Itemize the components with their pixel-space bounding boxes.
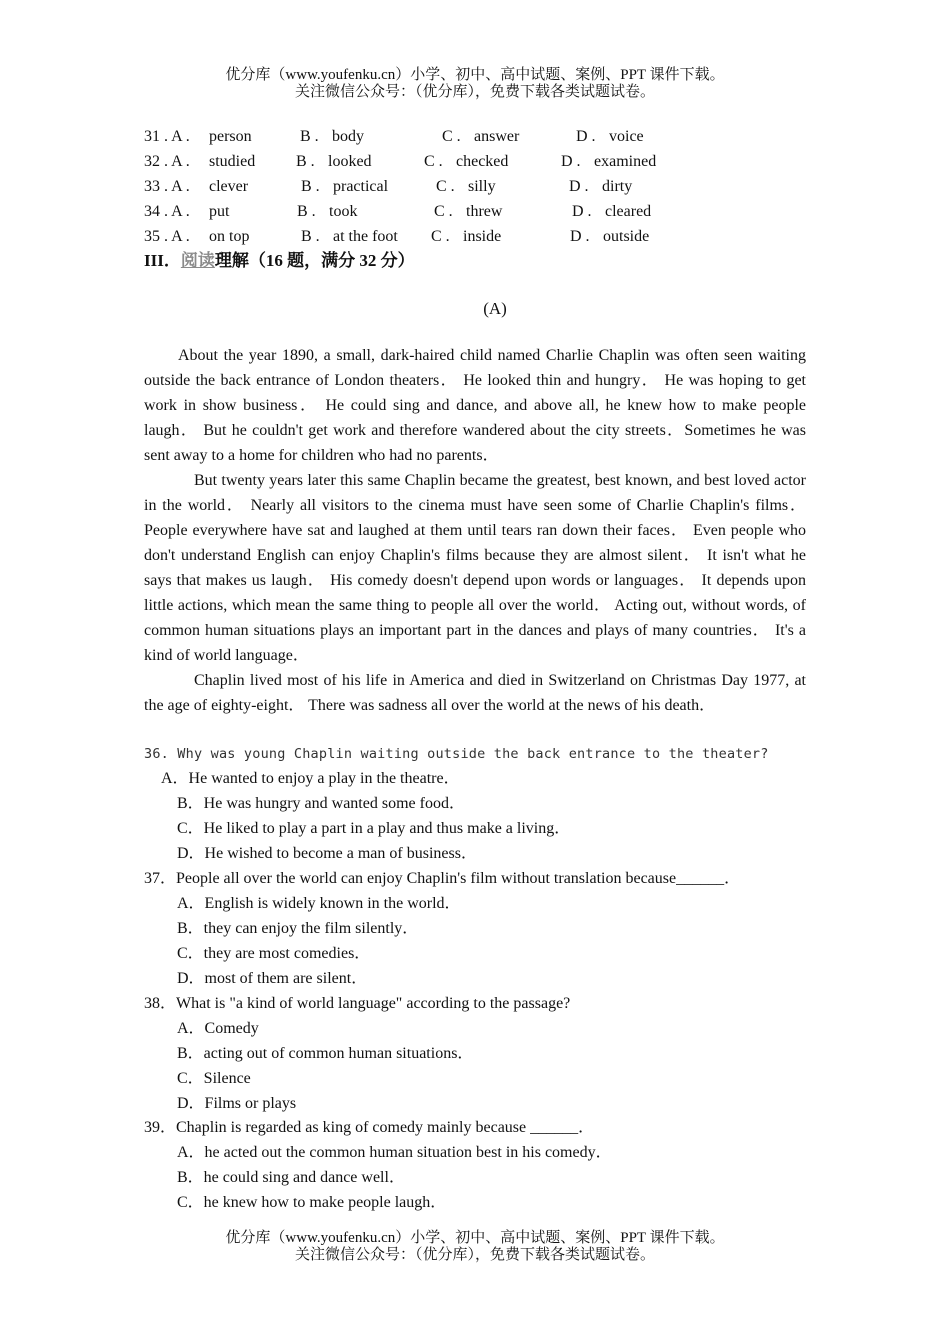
question-stem: 36. Why was young Chaplin waiting outside the back entrance to the theater? <box>144 746 769 762</box>
question-stem: 38．What is "a kind of world language" according to the passage? <box>144 995 571 1012</box>
page-header <box>0 67 950 101</box>
option-a: studied <box>209 153 256 170</box>
option-d-label: D . <box>569 178 589 195</box>
option-c: answer <box>474 128 520 145</box>
passage-paragraph-3: Chaplin lived most of his life in America and died in Switzerland on Christmas Day 1977, at the age of eighty-eight． There was sadness all over the world at the news of his death． <box>144 672 806 714</box>
passage-label: (A) <box>483 299 507 318</box>
option-a: on top <box>209 228 250 245</box>
question-stem: 37．People all over the world can enjoy Chaplin's film without translation because______． <box>144 870 741 887</box>
passage-paragraph-2: But twenty years later this same Chaplin became the greatest, best known, and best loved actor in the world． Nearly all visitors to the cinema must have seen some of Charlie Chaplin's films． People everywhere have sat and laughed at them until tears ran down their faces． Even people who don't understand English can enjoy Chaplin's films because they are almost silent． It isn't what he says that makes us laugh． His comedy doesn't depend upon words or languages． It depends upon little actions, which mean the same thing to people all over the world． Acting out, without words, of common human situations plays an important part in the dances and plays of many countries． It's a kind of world language． <box>144 472 807 664</box>
header-line-2: 关注微信公众号：（优分库），免费下载各类试题试卷。 <box>294 84 655 100</box>
answer-option: B．acting out of common human situations． <box>177 1045 474 1062</box>
header-line-1: 优分库（www.youfenku.cn）小学、初中、高中试题、案例、PPT 课件下载。 <box>225 67 725 83</box>
option-c: threw <box>466 203 503 220</box>
answer-option: D．He wished to become a man of business． <box>177 845 477 862</box>
footer-line-1: 优分库（www.youfenku.cn）小学、初中、高中试题、案例、PPT 课件下载。 <box>225 1230 725 1246</box>
answer-option: D．most of them are silent． <box>177 970 368 987</box>
option-d: voice <box>609 128 644 145</box>
option-c-label: C . <box>434 203 453 220</box>
answer-option: B．He was hungry and wanted some food． <box>177 795 465 812</box>
option-b-label: B . <box>296 153 315 170</box>
section-link[interactable]: 阅读 <box>180 251 215 270</box>
option-b-label: B . <box>300 128 319 145</box>
answer-option: C．He liked to play a part in a play and thus make a living． <box>177 820 571 837</box>
option-b: took <box>329 203 358 220</box>
answer-option: A．He wanted to enjoy a play in the theatre． <box>161 770 460 787</box>
option-d: examined <box>594 153 657 170</box>
section-prefix: III． <box>144 251 181 270</box>
option-b-label: B . <box>301 228 320 245</box>
option-d-label: D . <box>576 128 596 145</box>
option-d-label: D . <box>561 153 581 170</box>
option-c-label: C . <box>436 178 455 195</box>
option-d: dirty <box>602 178 633 195</box>
answer-option: C．they are most comedies． <box>177 945 371 962</box>
option-number: 32 . A . <box>144 153 190 170</box>
question-stem: 39．Chaplin is regarded as king of comedy mainly because ______． <box>144 1119 595 1136</box>
option-b-label: B . <box>301 178 320 195</box>
option-c: inside <box>463 228 502 245</box>
answer-option: A．English is widely known in the world． <box>177 895 461 912</box>
answer-option: A．Comedy <box>177 1020 259 1037</box>
option-a: person <box>209 128 252 145</box>
option-d: outside <box>603 228 650 245</box>
option-c-label: C . <box>424 153 443 170</box>
passage-paragraph-1: About the year 1890, a small, dark-haired child named Charlie Chaplin was often seen waiting outside the back entrance of London theaters． He looked thin and hungry． He was hoping to get work in show business． He could sing and dance, and above all, he knew how to make people laugh． But he couldn't get work and therefore wandered about the city streets．Sometimes he was sent away to a home for children who had no parents． <box>144 347 806 464</box>
answer-option: B．they can enjoy the film silently． <box>177 920 419 937</box>
option-a: put <box>209 203 230 220</box>
option-c-label: C . <box>431 228 450 245</box>
option-number: 34 . A . <box>144 203 190 220</box>
option-b: looked <box>328 153 372 170</box>
option-c: checked <box>456 153 509 170</box>
option-b: body <box>332 128 364 145</box>
section-title-rest: 理解（16 题，满分 32 分） <box>214 251 415 270</box>
option-b-label: B . <box>297 203 316 220</box>
answer-option: B．he could sing and dance well． <box>177 1169 405 1186</box>
option-number: 33 . A . <box>144 178 190 195</box>
option-b: practical <box>333 178 389 195</box>
option-number: 31 . A . <box>144 128 190 145</box>
answer-option: D．Films or plays <box>177 1095 297 1112</box>
answer-option: A．he acted out the common human situation best in his comedy． <box>177 1144 612 1161</box>
option-c-label: C . <box>442 128 461 145</box>
answer-option: C．Silence <box>177 1070 251 1087</box>
answer-option: C．he knew how to make people laugh． <box>177 1194 447 1211</box>
option-a: clever <box>209 178 249 195</box>
page-footer <box>0 1230 950 1264</box>
option-c: silly <box>468 178 496 195</box>
option-d-label: D . <box>570 228 590 245</box>
section-title <box>144 248 415 274</box>
option-b: at the foot <box>333 228 398 245</box>
option-d: cleared <box>605 203 652 220</box>
option-number: 35 . A . <box>144 228 190 245</box>
footer-line-2: 关注微信公众号：（优分库），免费下载各类试题试卷。 <box>294 1247 655 1263</box>
option-d-label: D . <box>572 203 592 220</box>
reading-passage <box>144 343 806 718</box>
